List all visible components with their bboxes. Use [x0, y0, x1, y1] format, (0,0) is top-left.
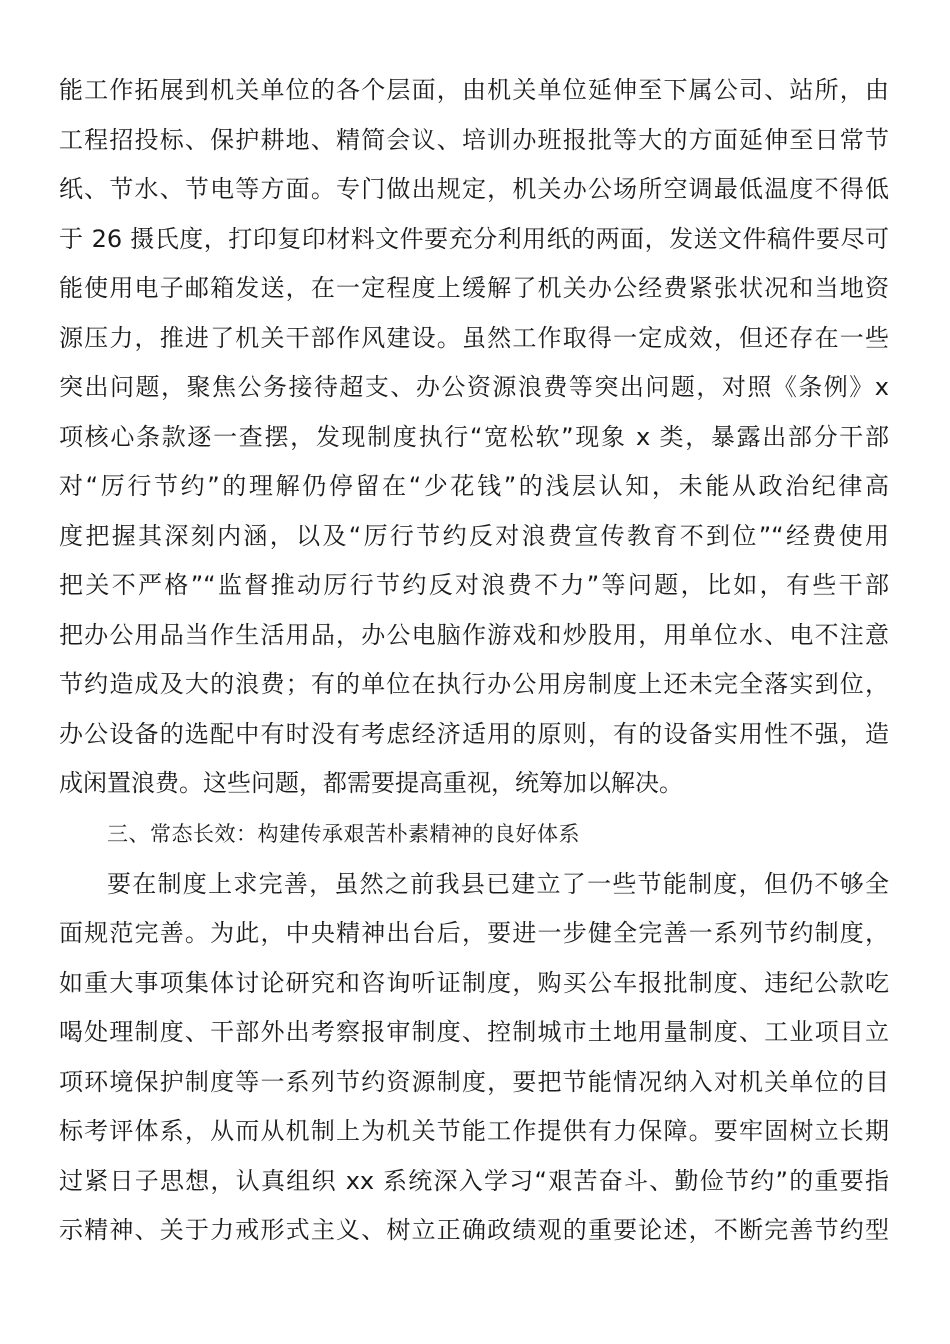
paragraph-1-line-10: 度把握其深刻内涵，以及“厉行节约反对浪费宣传教育不到位”“经费使用	[59, 522, 889, 550]
paragraph-2-line-8: 示精神、关于力戒形式主义、树立正确政绩观的重要论述，不断完善节约型	[59, 1216, 889, 1244]
paragraph-2-line-5: 项环境保护制度等一系列节约资源制度，要把节能情况纳入对机关单位的目	[59, 1068, 889, 1096]
paragraph-1-line-14: 办公设备的选配中有时没有考虑经济适用的原则，有的设备实用性不强，造	[59, 720, 889, 748]
paragraph-1-line-15: 成闲置浪费。这些问题，都需要提高重视，统筹加以解决。	[59, 769, 683, 797]
paragraph-1-line-8: 项核心条款逐一查摆，发现制度执行“宽松软”现象 x 类，暴露出部分干部	[59, 423, 889, 451]
paragraph-1-line-13: 节约造成及大的浪费；有的单位在执行办公用房制度上还未完全落实到位，	[59, 670, 889, 698]
paragraph-2-line-3: 如重大事项集体讨论研究和咨询听证制度，购买公车报批制度、违纪公款吃	[59, 969, 889, 997]
section-heading: 三、常态长效：构建传承艰苦朴素精神的良好体系	[107, 822, 580, 846]
paragraph-1-line-9: 对“厉行节约”的理解仍停留在“少花钱”的浅层认知，未能从政治纪律高	[59, 472, 889, 500]
paragraph-1-line-6: 源压力，推进了机关干部作风建设。虽然工作取得一定成效，但还存在一些	[59, 324, 889, 352]
paragraph-2-line-2: 面规范完善。为此，中央精神出台后，要进一步健全完善一系列节约制度，	[59, 919, 889, 947]
paragraph-2-line-7: 过紧日子思想，认真组织 xx 系统深入学习“艰苦奋斗、勤俭节约”的重要指	[59, 1167, 889, 1195]
paragraph-1-line-5: 能使用电子邮箱发送，在一定程度上缓解了机关办公经费紧张状况和当地资	[59, 274, 889, 302]
paragraph-1-line-11: 把关不严格”“监督推动厉行节约反对浪费不力”等问题，比如，有些干部	[59, 571, 889, 599]
paragraph-1-line-3: 纸、节水、节电等方面。专门做出规定，机关办公场所空调最低温度不得低	[59, 175, 889, 203]
paragraph-1-line-7: 突出问题，聚焦公务接待超支、办公资源浪费等突出问题，对照《条例》x	[59, 373, 889, 401]
paragraph-2-line-4: 喝处理制度、干部外出考察报审制度、控制城市土地用量制度、工业项目立	[59, 1018, 889, 1046]
paragraph-1-line-12: 把办公用品当作生活用品，办公电脑作游戏和炒股用，用单位水、电不注意	[59, 621, 889, 649]
paragraph-2-line-1: 要在制度上求完善，虽然之前我县已建立了一些节能制度，但仍不够全	[107, 870, 889, 898]
paragraph-1-line-4: 于 26 摄氏度，打印复印材料文件要充分利用纸的两面，发送文件稿件要尽可	[59, 225, 889, 253]
paragraph-1-line-2: 工程招投标、保护耕地、精简会议、培训办班报批等大的方面延伸至日常节	[59, 126, 889, 154]
paragraph-2-line-6: 标考评体系，从而从机制上为机关节能工作提供有力保障。要牢固树立长期	[59, 1117, 889, 1145]
paragraph-1-line-1: 能工作拓展到机关单位的各个层面，由机关单位延伸至下属公司、站所，由	[59, 76, 889, 104]
